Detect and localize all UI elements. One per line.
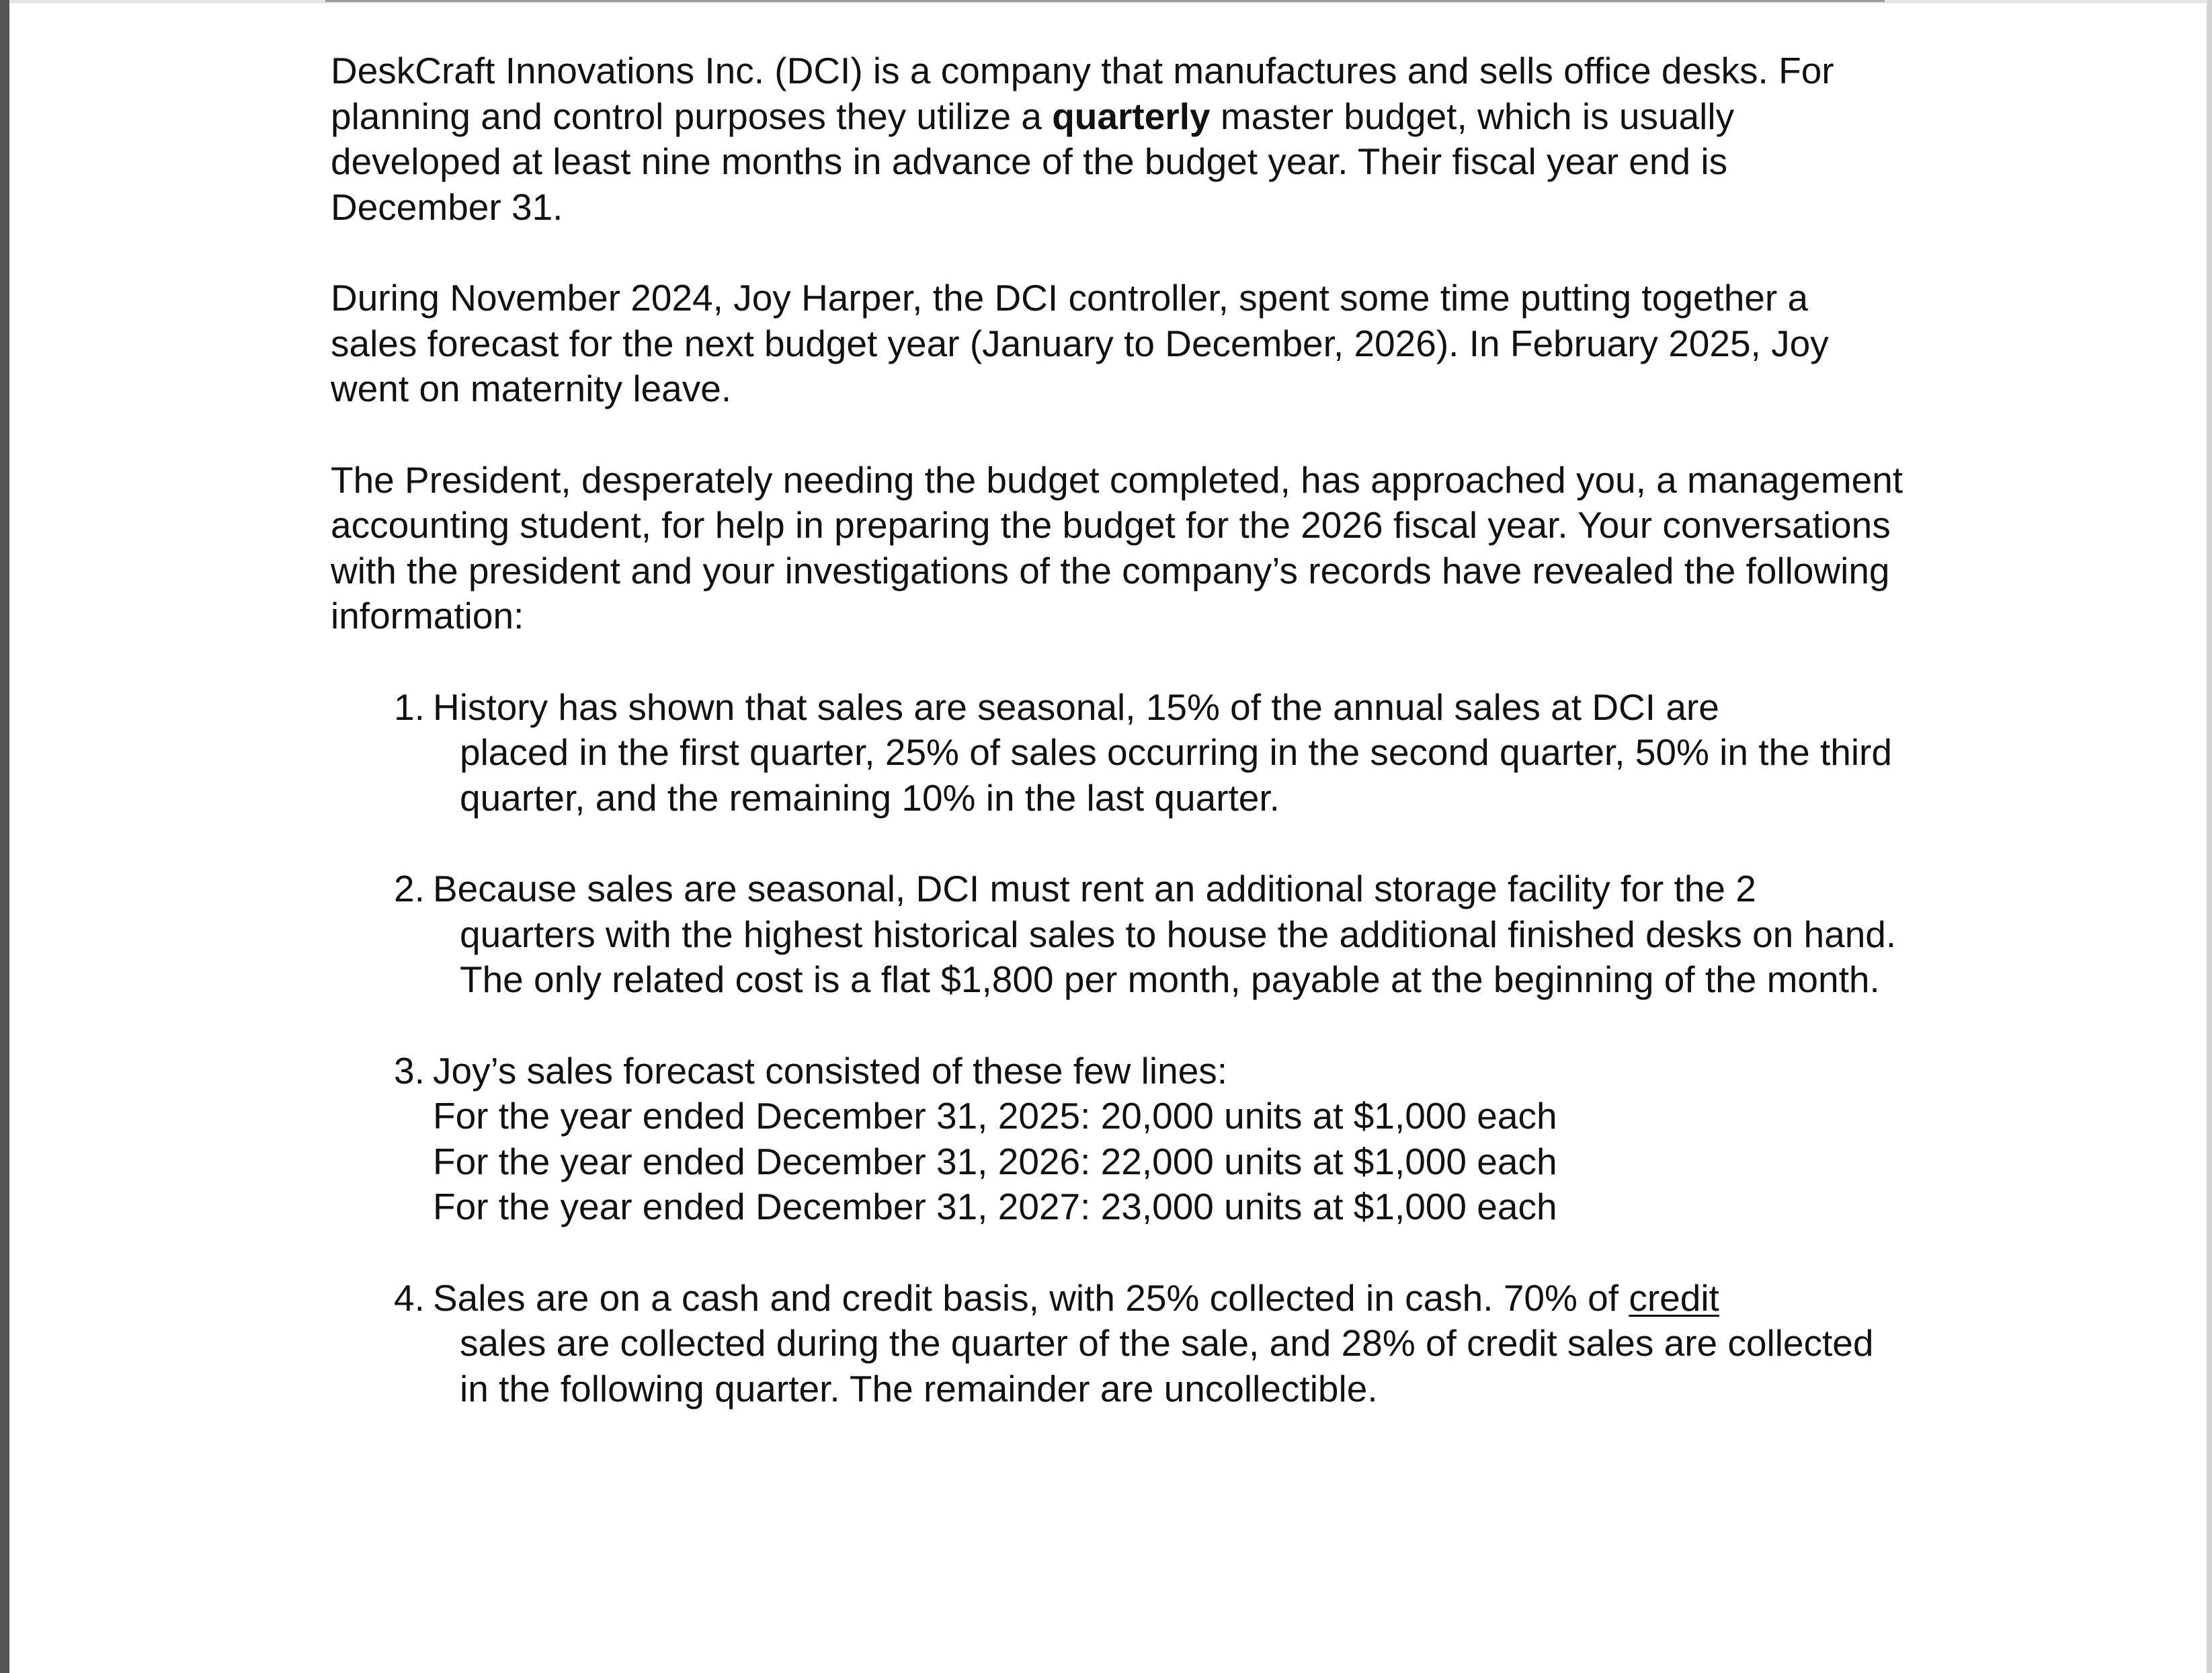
list-item-number: 1. (394, 686, 425, 728)
intro-bold-quarterly: quarterly (1052, 95, 1211, 137)
list-item-number: 3. (394, 1049, 425, 1092)
list-item-continuation: sales are collected during the quarter of the sale, and 28% of credit sales are collected in the following quarter. The remainder are uncollectible. (460, 1322, 1874, 1410)
viewer-left-border (0, 0, 9, 1673)
list-item-number: 4. (394, 1276, 425, 1319)
list-item-first-line: Because sales are seasonal, DCI must rent an additional storage facility for the 2 (433, 868, 1756, 909)
page-top-edge (325, 0, 1885, 2)
president-paragraph: The President, desperately needing the budget completed, has approached you, a management accounting student, for help in preparing the budget for the 2026 fiscal year. Your conversations with the president and your investigations of the company’s records have revealed the following information: (331, 458, 1903, 637)
information-list (331, 685, 1903, 1412)
forecast-line-2025: For the year ended December 31, 2025: 20,000 units at $1,000 each (433, 1095, 1557, 1137)
list-item-continuation: placed in the first quarter, 25% of sales occurring in the second quarter, 50% in the third quarter, and the remaining 10% in the last quarter. (460, 731, 1892, 819)
list-item-continuation: quarters with the highest historical sales to house the additional finished desks on hand. The only related cost is a flat $1,800 per month, payable at the beginning of the month. (460, 913, 1897, 1000)
list-item-seasonal-sales (331, 685, 1903, 821)
list-item-collections (331, 1276, 1903, 1412)
list-item-first-line (433, 1276, 1903, 1321)
intro-text-before: DeskCraft Innovations Inc. (DCI) is a company that manufactures and sells office desks. For planning and control purposes they utilize a (331, 50, 1834, 137)
list-item-storage-facility (331, 866, 1903, 1003)
collections-text-before: Sales are on a cash and credit basis, with 25% collected in cash. 70% of (433, 1276, 1629, 1319)
forecast-line-2026: For the year ended December 31, 2026: 22,000 units at $1,000 each (433, 1140, 1557, 1182)
forecast-line-2027: For the year ended December 31, 2027: 23,000 units at $1,000 each (433, 1186, 1557, 1227)
intro-text-after: master budget, which is usually developed at least nine months in advance of the budget year. Their fiscal year end is December 31. (331, 95, 1735, 228)
intro-paragraph (331, 48, 1903, 230)
underlined-credit: credit (1629, 1276, 1719, 1319)
viewer-right-border (2207, 0, 2212, 1673)
document-page (331, 48, 1903, 1457)
list-item-number: 2. (394, 868, 425, 909)
list-item-sales-forecast (331, 1049, 1903, 1230)
list-item-first-line: History has shown that sales are seasonal, 15% of the annual sales at DCI are (433, 686, 1719, 728)
list-item-first-line: Joy’s sales forecast consisted of these few lines: (433, 1049, 1228, 1092)
history-paragraph: During November 2024, Joy Harper, the DCI controller, spent some time putting together a sales forecast for the next budget year (January to December, 2026). In February 2025, Joy went on maternity leave. (331, 277, 1829, 409)
